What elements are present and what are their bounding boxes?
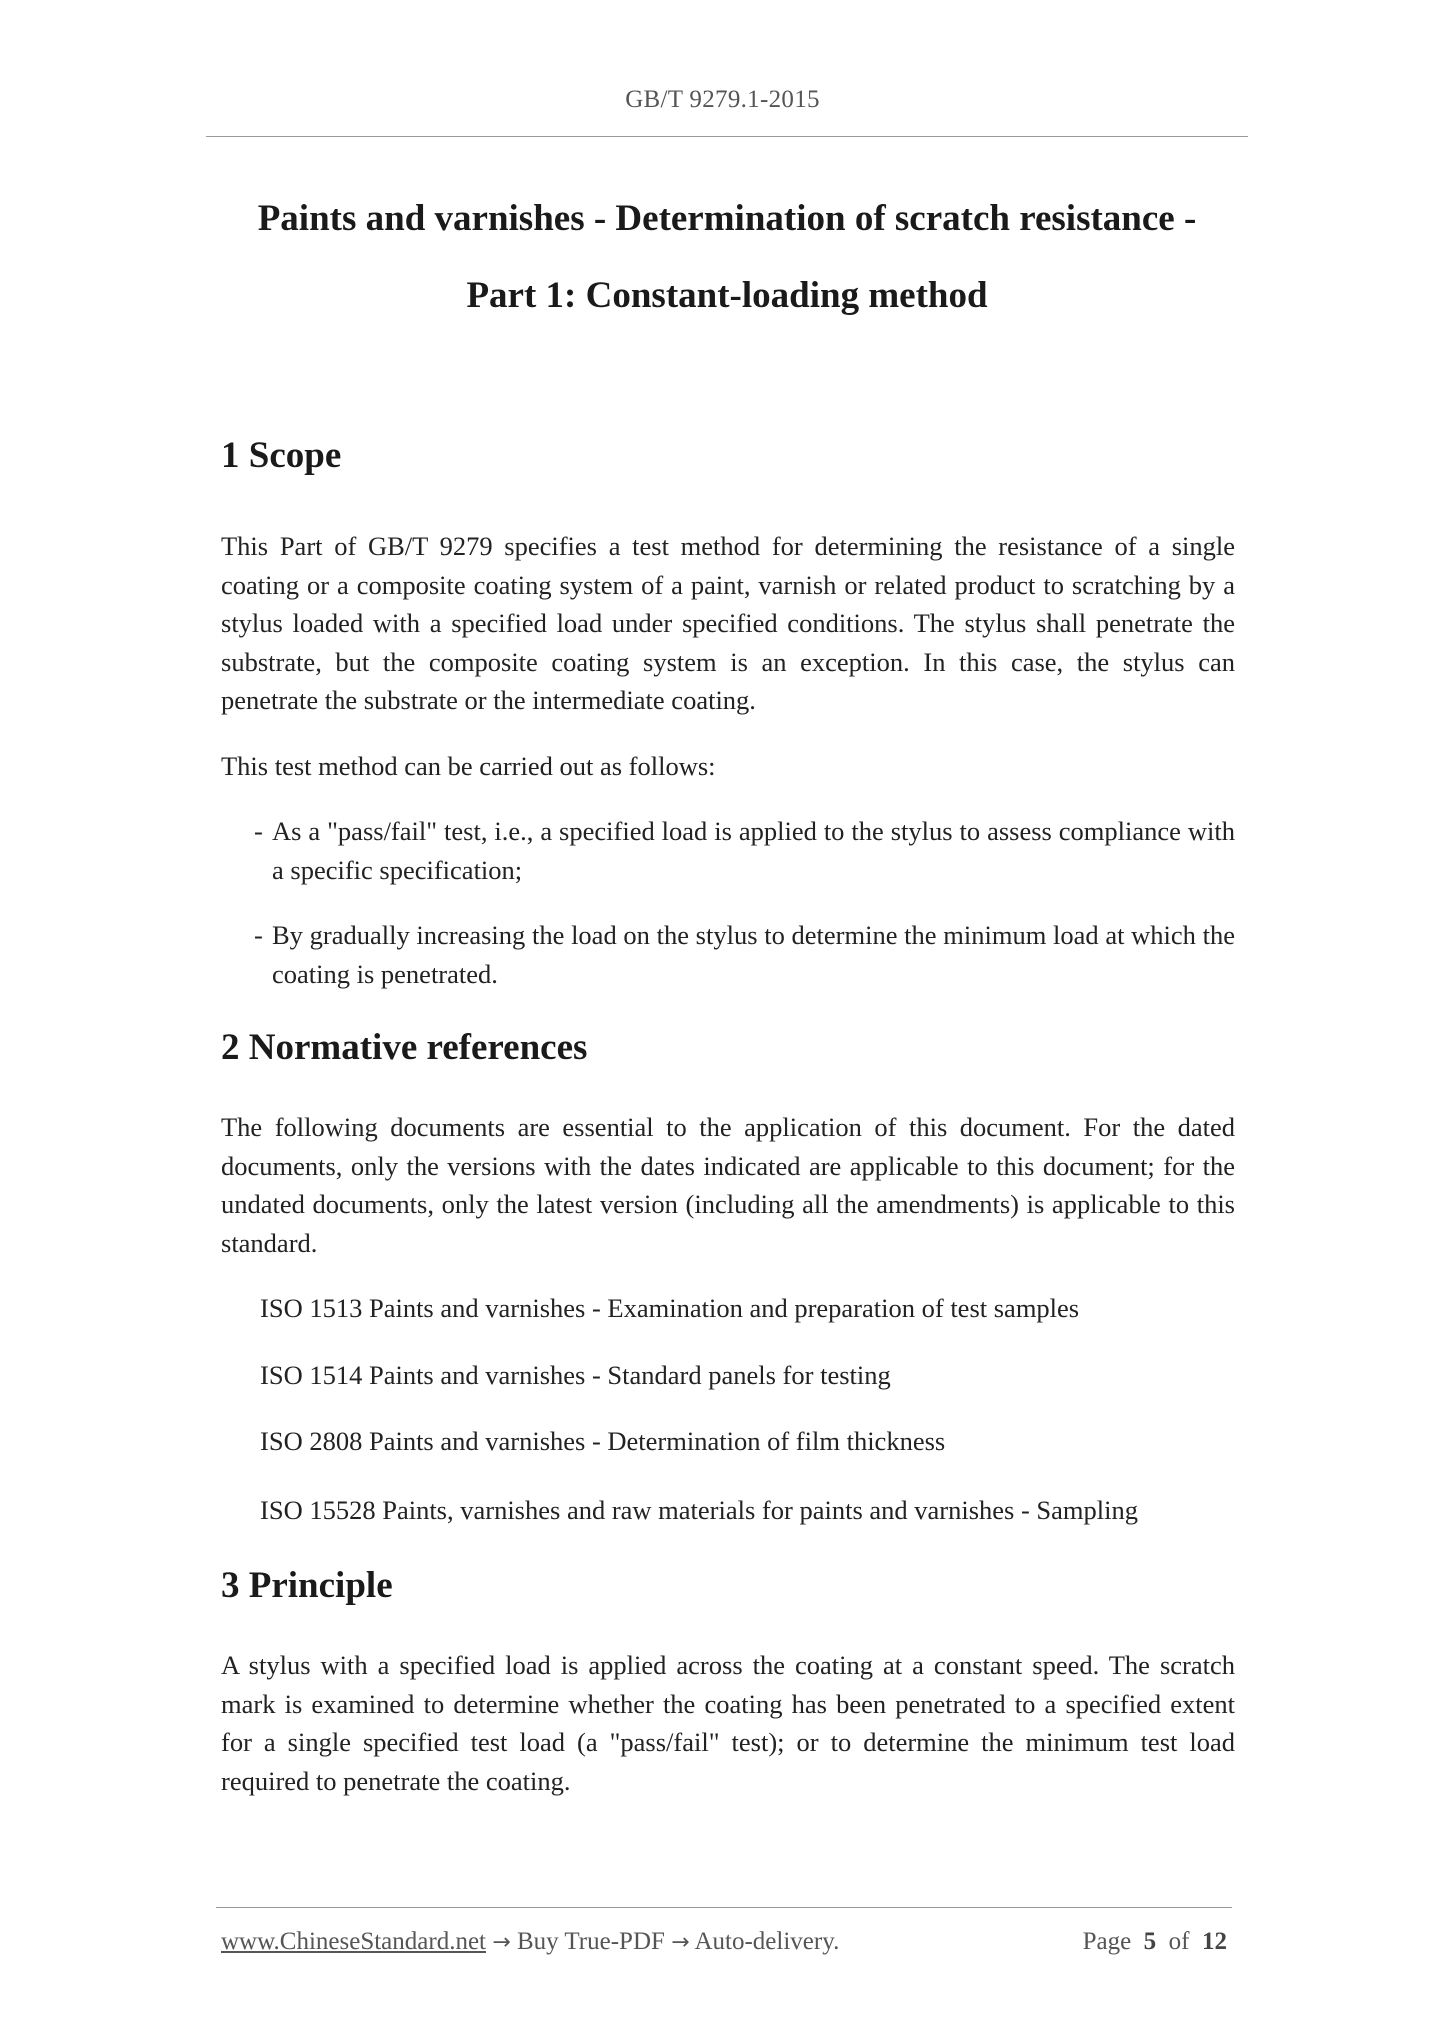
section-heading-scope: 1 Scope xyxy=(221,435,342,476)
site-link[interactable]: www.ChineseStandard.net xyxy=(221,1928,486,1955)
scope-bullet-1 xyxy=(221,812,1235,889)
footer-divider xyxy=(216,1907,1232,1908)
scope-paragraph-2: This test method can be carried out as follows: xyxy=(221,750,716,781)
section-heading-normative-references: 2 Normative references xyxy=(221,1027,588,1068)
scope-bullet-2 xyxy=(221,916,1235,993)
page-number xyxy=(1083,1928,1227,1956)
footer-promo xyxy=(221,1928,839,1956)
normative-paragraph: The following documents are essential to the application of this document. For the dated documents, only the versions with the dates indicated are applicable to this document; for the undated documents, only the latest version (including all the amendments) is applicable to this standard. xyxy=(221,1112,1235,1258)
header-divider xyxy=(206,136,1248,137)
reference-item: ISO 15528 Paints, varnishes and raw materials for paints and varnishes - Sampling xyxy=(260,1494,1139,1525)
buy-true-pdf-text: Buy True-PDF xyxy=(516,1928,665,1955)
page-label: Page xyxy=(1082,1928,1132,1955)
bullet-dash: - xyxy=(254,816,263,846)
reference-item: ISO 1513 Paints and varnishes - Examination and preparation of test samples xyxy=(260,1293,1080,1323)
running-header: GB/T 9279.1-2015 xyxy=(625,86,820,113)
arrow-right-icon: → xyxy=(492,1930,511,1955)
document-title-line-2: Part 1: Constant-loading method xyxy=(466,275,988,316)
principle-paragraph: A stylus with a specified load is applied across the coating at a constant speed. The scratch mark is examined to determine whether the coating has been penetrated to a specified extent for a single specified test load (a "pass/fail" test); or to determine the minimum test load required to penetrate the coating. xyxy=(221,1650,1235,1796)
arrow-right-icon: → xyxy=(671,1930,690,1955)
auto-delivery-text: Auto-delivery. xyxy=(694,1928,840,1955)
section-heading-principle: 3 Principle xyxy=(221,1565,393,1606)
reference-item: ISO 2808 Paints and varnishes - Determination of film thickness xyxy=(260,1426,946,1456)
bullet-text: By gradually increasing the load on the stylus to determine the minimum load at which the coating is penetrated. xyxy=(272,920,1235,989)
document-title-line-1: Paints and varnishes - Determination of scratch resistance - xyxy=(257,198,1197,239)
bullet-dash: - xyxy=(254,920,263,950)
document-title xyxy=(206,180,1248,334)
of-label: of xyxy=(1168,1928,1190,1955)
scope-paragraph-1: This Part of GB/T 9279 specifies a test method for determining the resistance of a single coating or a composite coating system of a paint, varnish or related product to scratching by a stylus loaded with a specified load under specified conditions. The stylus shall penetrate the substrate, but the composite coating system is an exception. In this case, the stylus can penetrate the substrate or the intermediate coating. xyxy=(221,531,1235,715)
current-page-number: 5 xyxy=(1143,1928,1157,1955)
reference-item: ISO 1514 Paints and varnishes - Standard panels for testing xyxy=(260,1359,891,1390)
document-body xyxy=(221,432,1235,1800)
total-page-number: 12 xyxy=(1202,1928,1227,1955)
bullet-text: As a "pass/fail" test, i.e., a specified load is applied to the stylus to assess compliance with a specific specification; xyxy=(272,816,1235,885)
